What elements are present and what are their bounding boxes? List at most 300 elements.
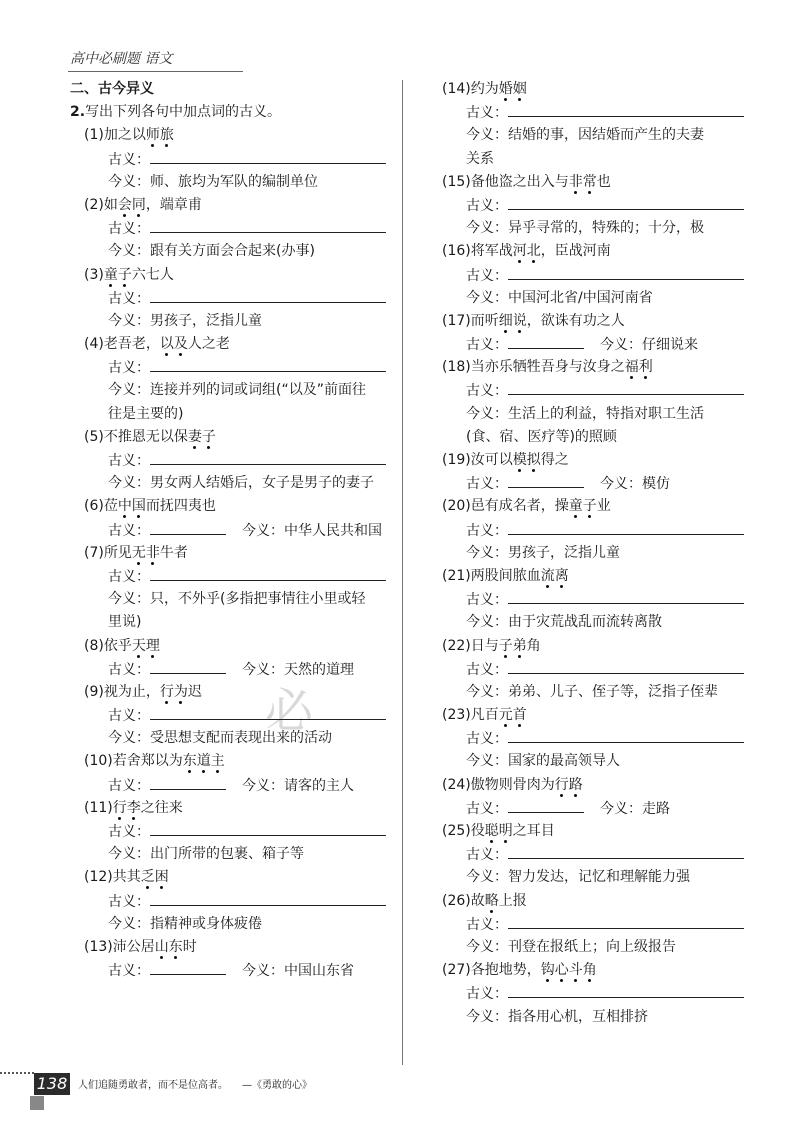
gu-yi-row (70, 704, 390, 727)
sentence-text: 莅 (103, 498, 118, 515)
jin-yi-text: 今义：弟弟、儿子、侄子等，泛指子侄辈 (466, 683, 718, 700)
emphasis-dot-char: 东 (182, 753, 197, 770)
sentence-text: 不推恩无以保 (103, 428, 188, 445)
dotted-word (188, 429, 216, 445)
item-number: (25) (442, 823, 471, 839)
emphasis-dot-char: 无 (131, 544, 146, 561)
gu-yi-answer-blank[interactable] (150, 959, 226, 975)
item-sentence (428, 704, 740, 727)
sentence-text: 若舍郑以为 (112, 753, 183, 770)
item-number: (4) (84, 336, 104, 353)
jin-yi-text: 今义：出门所带的包裹、箱子等 (108, 846, 304, 863)
item-sentence (428, 240, 740, 263)
sentence-text: 而抚四夷也 (145, 498, 216, 515)
sentence-text: 业 (596, 498, 611, 515)
item-number: (20) (442, 498, 471, 515)
emphasis-dot-char: 福 (624, 359, 639, 376)
dotted-word (155, 939, 183, 955)
question-title (70, 101, 390, 124)
emphasis-dot-char: 道 (196, 753, 211, 770)
item-sentence (428, 356, 740, 379)
gu-yi-answer-blank[interactable] (508, 588, 744, 604)
sentence-text: 得之 (540, 452, 569, 468)
gu-yi-answer-blank[interactable] (150, 774, 226, 790)
footer-quote-source: —《勇敢的心》 (242, 1080, 312, 1091)
jin-yi-text: 今义：受思想支配而表现出来的活动 (108, 730, 332, 747)
gu-yi-answer-blank[interactable] (150, 449, 386, 465)
item-sentence (70, 542, 390, 565)
dotted-word (499, 313, 527, 329)
sentence-text: 视为止， (103, 683, 160, 700)
dotted-word (160, 684, 188, 700)
sentence-text: 如 (103, 196, 118, 213)
item-number: (12) (84, 869, 113, 886)
gu-yi-answer-blank[interactable] (508, 797, 584, 813)
jin-yi-text: 今义：中国山东省 (242, 963, 354, 980)
sentence-text: 日与 (470, 637, 499, 654)
item-sentence (70, 681, 390, 704)
item-number: (7) (84, 544, 104, 561)
gu-yi-row (428, 264, 740, 287)
gu-jin-row (70, 519, 390, 542)
jin-yi-text: 今义：智力发达，记忆和理解能力强 (466, 869, 690, 886)
emphasis-dot-char: 东 (168, 938, 183, 955)
emphasis-dot-char: 说 (512, 312, 527, 329)
item-sentence (428, 890, 740, 913)
dotted-word (183, 753, 225, 769)
item-sentence (70, 333, 390, 356)
gu-yi-answer-blank[interactable] (150, 658, 226, 674)
item-number: (2) (84, 196, 104, 213)
gu-yi-answer-blank[interactable] (508, 379, 744, 395)
item-sentence (70, 866, 390, 889)
sentence-text: 邑有成名者，操 (470, 498, 569, 515)
gu-yi-label: 古义： (108, 824, 150, 840)
emphasis-dot-char: 钩 (540, 962, 555, 979)
gu-yi-answer-blank[interactable] (150, 356, 386, 372)
dotted-word (485, 823, 513, 839)
jin-yi-text: 今义：模仿 (600, 476, 670, 493)
gu-yi-row (70, 148, 390, 171)
gu-yi-row (70, 820, 390, 843)
dotted-word (499, 707, 527, 723)
item-number: (11) (84, 799, 113, 816)
emphasis-dot-char: 河 (512, 243, 527, 260)
item-number: (18) (442, 359, 471, 376)
gu-yi-label: 古义： (108, 963, 150, 980)
footer-square (30, 1096, 44, 1110)
item-sentence (70, 426, 390, 449)
jin-yi-text-cont: 里说) (108, 614, 142, 631)
sentence-text: 故 (470, 892, 485, 909)
gu-yi-row (428, 658, 740, 681)
emphasis-dot-char: 斗 (568, 962, 583, 979)
gu-jin-row (70, 774, 390, 797)
emphasis-dot-char: 弟 (512, 637, 527, 654)
gu-yi-label: 古义： (108, 661, 150, 678)
watermark-logo: 必 (265, 683, 314, 739)
emphasis-dot-char: 行 (554, 776, 569, 793)
gu-yi-answer-blank[interactable] (508, 843, 744, 859)
emphasis-dot-char: 姻 (512, 81, 527, 97)
dotted-word (569, 498, 597, 514)
item-number: (27) (442, 962, 471, 979)
gu-yi-label: 古义： (108, 290, 150, 307)
sentence-text: 共其 (112, 869, 141, 886)
emphasis-dot-char: 中 (117, 498, 132, 515)
gu-yi-label: 古义： (466, 105, 508, 122)
gu-yi-label: 古义： (466, 522, 508, 539)
gu-yi-answer-blank[interactable] (508, 264, 744, 280)
emphasis-dot-char: 子 (201, 428, 216, 445)
sentence-text: 依乎 (103, 637, 132, 654)
item-sentence (70, 495, 390, 518)
jin-yi-text-cont: 往是主要的) (108, 405, 184, 422)
sentence-text: 老吾老， (103, 336, 160, 353)
emphasis-dot-char: 妻 (187, 428, 202, 445)
emphasis-dot-char: 李 (126, 799, 141, 816)
jin-yi-text: 今义：男孩子，泛指儿童 (466, 544, 620, 561)
item-sentence (428, 449, 740, 472)
footer-quote-text: 人们追随勇敢者，而不是位高者。 (78, 1080, 228, 1091)
emphasis-dot-char: 子 (498, 637, 513, 654)
item-number: (15) (442, 173, 471, 190)
right-column (428, 78, 740, 1029)
sentence-text: 迟 (187, 683, 202, 700)
sentence-text: 将军战 (470, 243, 513, 260)
sentence-text: 傲物则骨肉为 (470, 776, 555, 793)
dotted-word (555, 777, 583, 793)
sentence-text: 之耳目 (512, 823, 555, 839)
gu-jin-row (428, 333, 740, 356)
item-sentence (428, 565, 740, 588)
sentence-text: 时 (182, 938, 197, 955)
gu-yi-row (70, 565, 390, 588)
emphasis-dot-char: 乏 (140, 869, 155, 886)
emphasis-dot-char: 略 (484, 892, 499, 909)
item-number: (1) (84, 127, 104, 144)
emphasis-dot-char: 童 (568, 498, 583, 515)
gu-yi-answer-blank[interactable] (508, 658, 744, 674)
dotted-word (499, 81, 527, 97)
sentence-text: 而听 (470, 312, 499, 329)
dotted-word (499, 638, 527, 654)
gu-yi-row (428, 101, 740, 124)
emphasis-dot-char: 为 (173, 683, 188, 700)
item-sentence (70, 635, 390, 658)
sentence-text: 牛者 (159, 544, 188, 561)
sentence-text: 汝可以 (470, 452, 513, 468)
emphasis-dot-char: 元 (498, 707, 513, 724)
gu-yi-label: 古义： (466, 267, 508, 284)
sentence-text: 所见 (103, 544, 132, 561)
emphasis-dot-char: 山 (154, 938, 169, 955)
item-number: (21) (442, 567, 471, 584)
emphasis-dot-char: 非 (568, 173, 583, 190)
gu-yi-label: 古义： (108, 777, 150, 794)
jin-yi-text: 今义：指各用心机，互相排挤 (466, 1008, 648, 1025)
sentence-text: 备他盗之出入与 (470, 173, 569, 190)
item-number: (23) (442, 707, 471, 724)
item-sentence (428, 310, 740, 333)
gu-yi-answer-blank[interactable] (150, 565, 386, 581)
gu-yi-label: 古义： (108, 893, 150, 910)
item-number: (19) (442, 452, 471, 468)
item-sentence (428, 774, 740, 797)
item-number: (17) (442, 312, 471, 329)
gu-yi-label: 古义： (466, 592, 508, 609)
column-divider (402, 80, 403, 1065)
left-column (70, 78, 390, 982)
emphasis-dot-char: 心 (554, 962, 569, 979)
dotted-word (541, 568, 569, 584)
gu-yi-answer-blank[interactable] (150, 820, 386, 836)
gu-yi-label: 古义： (108, 522, 150, 539)
gu-yi-answer-blank[interactable] (150, 148, 386, 164)
item-sentence (428, 635, 740, 658)
emphasis-dot-char: 童 (103, 266, 118, 283)
header-rule (68, 71, 243, 72)
sentence-text: 沛公居 (112, 938, 155, 955)
sentence-text: 凡百 (470, 707, 499, 724)
gu-yi-label: 古义： (466, 731, 508, 748)
gu-yi-label: 古义： (108, 453, 150, 469)
gu-yi-label: 古义： (466, 337, 508, 354)
gu-yi-label: 古义： (466, 383, 508, 400)
emphasis-dot-char: 会 (117, 196, 132, 213)
question-number: 2. (70, 104, 86, 121)
item-sentence (428, 78, 740, 101)
dotted-word (160, 336, 188, 352)
item-number: (3) (84, 266, 104, 283)
gu-yi-answer-blank[interactable] (508, 194, 744, 210)
emphasis-dot-char: 离 (554, 567, 569, 584)
sentence-text: 两股间脓血 (470, 567, 541, 584)
gu-yi-label: 古义： (466, 847, 508, 864)
emphasis-dot-char: 模 (512, 452, 527, 468)
jin-yi-text: 今义：结婚的事，因结婚而产生的夫妻 (466, 127, 704, 144)
emphasis-dot-char: 明 (498, 823, 513, 839)
jin-yi-text: 今义：走路 (600, 800, 670, 817)
jin-yi-text: 今义：国家的最高领导人 (466, 753, 620, 770)
item-number: (24) (442, 776, 471, 793)
gu-yi-answer-blank[interactable] (508, 913, 744, 929)
gu-yi-row (428, 519, 740, 542)
item-number: (26) (442, 892, 471, 909)
item-number: (9) (84, 683, 104, 700)
gu-yi-answer-blank[interactable] (508, 519, 744, 535)
gu-yi-label: 古义： (466, 661, 508, 678)
jin-yi-text: 今义：跟有关方面会合起来(办事) (108, 243, 315, 260)
item-sentence (428, 959, 740, 982)
item-number: (16) (442, 243, 471, 260)
dotted-word (104, 267, 132, 283)
jin-yi-text-cont: (食、宿、医疗等)的照顾 (466, 428, 617, 445)
emphasis-dot-char: 流 (540, 567, 555, 584)
jin-yi-text: 今义：刊登在报纸上；向上级报告 (466, 938, 676, 955)
jin-yi-text: 今义：异乎寻常的，特殊的；十分，极 (466, 220, 704, 237)
sentence-text: 约为 (470, 81, 499, 97)
gu-yi-label: 古义： (466, 916, 508, 933)
gu-yi-answer-blank[interactable] (508, 727, 744, 743)
sentence-text: 当亦乐牺牲吾身与汝身之 (470, 359, 625, 376)
gu-jin-row (70, 658, 390, 681)
item-number: (14) (442, 81, 471, 97)
gu-yi-answer-blank[interactable] (150, 217, 386, 233)
jin-yi-text: 今义：指精神或身体疲倦 (108, 915, 262, 932)
emphasis-dot-char: 常 (582, 173, 597, 190)
item-number: (13) (84, 938, 113, 955)
item-sentence (70, 936, 390, 959)
gu-yi-label: 古义： (466, 986, 508, 1003)
sentence-text: 角 (526, 637, 541, 654)
emphasis-dot-char: 聪 (484, 823, 499, 839)
sentence-text: 也 (596, 173, 611, 190)
gu-yi-label: 古义： (466, 197, 508, 214)
gu-jin-row (70, 959, 390, 982)
gu-yi-label: 古义： (108, 360, 150, 377)
dotted-word (541, 962, 597, 978)
sentence-text: 上报 (498, 892, 527, 909)
sentence-text: ，欲诛有功之人 (526, 312, 625, 329)
dotted-word (132, 545, 160, 561)
item-sentence (70, 124, 390, 147)
gu-yi-answer-blank[interactable] (150, 890, 386, 906)
gu-yi-answer-blank[interactable] (150, 519, 226, 535)
gu-yi-answer-blank[interactable] (508, 472, 584, 488)
emphasis-dot-char: 子 (582, 498, 597, 515)
gu-yi-label: 古义： (108, 568, 150, 585)
footer-quote (78, 1076, 312, 1091)
jin-yi-text: 今义：男女两人结婚后，女子是男子的妻子 (108, 475, 374, 492)
sentence-text: 役 (470, 823, 485, 839)
emphasis-dot-char: 北 (526, 243, 541, 260)
gu-yi-answer-blank[interactable] (150, 287, 386, 303)
item-sentence (428, 171, 740, 194)
emphasis-dot-char: 天 (131, 637, 146, 654)
item-number: (8) (84, 637, 104, 654)
emphasis-dot-char: 行 (159, 683, 174, 700)
jin-yi-text-cont: 关系 (466, 150, 494, 167)
dotted-word (513, 452, 541, 468)
emphasis-dot-char: 路 (568, 776, 583, 793)
gu-yi-row (428, 843, 740, 866)
sentence-text: 人之老 (187, 336, 230, 353)
gu-yi-label: 古义： (466, 800, 508, 817)
sentence-text: 加之以 (103, 127, 146, 144)
gu-jin-row (428, 797, 740, 820)
emphasis-dot-char: 旅 (159, 127, 174, 144)
item-number: (10) (84, 753, 113, 770)
jin-yi-text: 今义：生活上的利益，特指对职工生活 (466, 405, 704, 422)
dotted-word (113, 800, 141, 816)
emphasis-dot-char: 及 (173, 336, 188, 353)
emphasis-dot-char: 首 (512, 707, 527, 724)
gu-yi-row (70, 217, 390, 240)
gu-yi-answer-blank[interactable] (150, 704, 386, 720)
item-number: (6) (84, 498, 104, 515)
emphasis-dot-char: 角 (582, 962, 597, 979)
item-sentence (70, 797, 390, 820)
jin-yi-text: 今义：中国河北省/中国河南省 (466, 289, 653, 306)
gu-yi-label: 古义： (108, 151, 150, 168)
dotted-word (118, 197, 146, 213)
emphasis-dot-char: 师 (145, 127, 160, 144)
emphasis-dot-char: 困 (154, 869, 169, 886)
emphasis-dot-char: 婚 (498, 81, 513, 97)
emphasis-dot-char: 行 (112, 799, 127, 816)
gu-yi-row (428, 194, 740, 217)
gu-yi-label: 古义： (108, 708, 150, 725)
gu-yi-row (428, 379, 740, 402)
footer-dots (0, 1072, 34, 1080)
emphasis-dot-char: 拟 (526, 452, 541, 468)
jin-yi-text: 今义：请客的主人 (242, 777, 354, 794)
sentence-text: ，端章甫 (145, 196, 202, 213)
gu-yi-row (70, 449, 390, 472)
sentence-text: 之往来 (140, 799, 183, 816)
gu-yi-answer-blank[interactable] (508, 333, 584, 349)
emphasis-dot-char: 同 (131, 196, 146, 213)
gu-yi-row (70, 287, 390, 310)
gu-yi-label: 古义： (466, 476, 508, 493)
question-text: 写出下列各句中加点词的古义。 (85, 104, 282, 121)
item-sentence (70, 194, 390, 217)
gu-yi-row (428, 727, 740, 750)
jin-yi-text: 今义：男孩子，泛指儿童 (108, 312, 262, 329)
gu-yi-answer-blank[interactable] (508, 101, 744, 117)
gu-yi-row (70, 356, 390, 379)
emphasis-dot-char: 非 (145, 544, 160, 561)
emphasis-dot-char: 主 (210, 753, 225, 770)
dotted-word (569, 174, 597, 190)
sentence-text: ，臣战河南 (540, 243, 611, 260)
dotted-word (513, 243, 541, 259)
jin-yi-text: 今义：师、旅均为军队的编制单位 (108, 173, 318, 190)
jin-yi-text: 今义：天然的道理 (242, 661, 354, 678)
emphasis-dot-char: 利 (638, 359, 653, 376)
sentence-text: 六七人 (131, 266, 174, 283)
gu-yi-row (428, 588, 740, 611)
item-number: (22) (442, 637, 471, 654)
emphasis-dot-char: 细 (498, 312, 513, 329)
item-sentence (70, 750, 390, 773)
dotted-word (625, 359, 653, 375)
item-sentence (70, 264, 390, 287)
gu-yi-row (70, 890, 390, 913)
dotted-word (141, 869, 169, 885)
item-sentence (428, 820, 740, 843)
sentence-text: 各抱地势， (470, 962, 541, 979)
gu-yi-row (428, 982, 740, 1005)
jin-yi-text: 今义：中华人民共和国 (242, 522, 382, 539)
emphasis-dot-char: 以 (159, 336, 174, 353)
dotted-word (132, 638, 160, 654)
gu-yi-row (428, 913, 740, 936)
book-header: 高中必刷题 语文 (70, 51, 173, 67)
page-number: 138 (34, 1073, 70, 1095)
dotted-word (485, 893, 499, 909)
jin-yi-text: 今义：连接并列的词或词组(“以及”前面往 (108, 382, 366, 399)
dotted-word (118, 498, 146, 514)
gu-jin-row (428, 472, 740, 495)
dotted-word (146, 127, 174, 143)
section-title: 二、古今异义 (70, 81, 154, 97)
gu-yi-answer-blank[interactable] (508, 982, 744, 998)
item-number: (5) (84, 428, 104, 445)
gu-yi-label: 古义： (108, 221, 150, 238)
emphasis-dot-char: 理 (145, 637, 160, 654)
